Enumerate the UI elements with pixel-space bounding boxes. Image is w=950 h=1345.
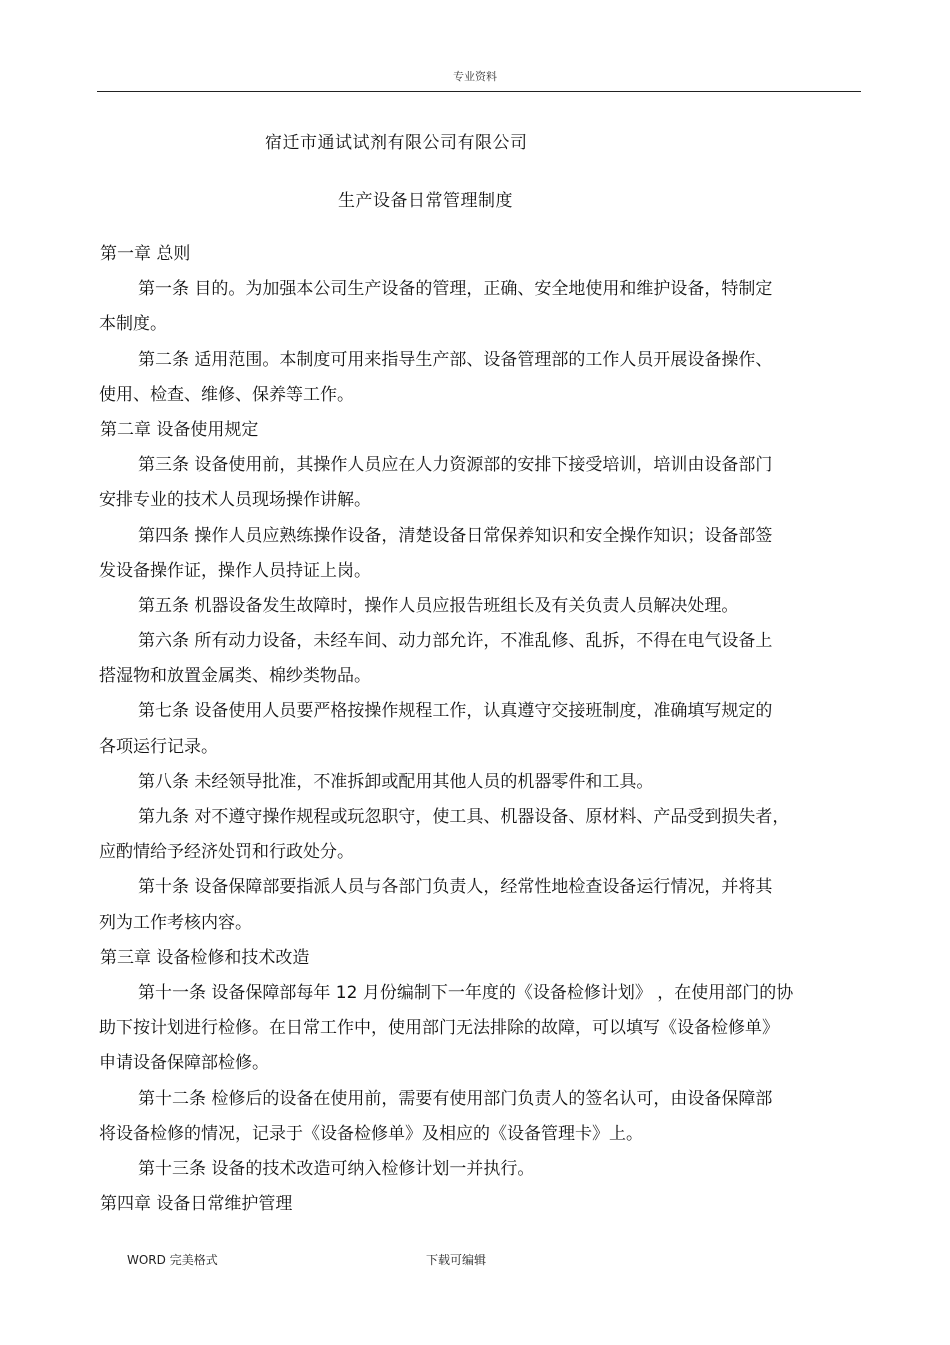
article-line: 第二条 适用范围。本制度可用来指导生产部、设备管理部的工作人员开展设备操作、	[138, 349, 773, 370]
header-divider	[97, 91, 861, 92]
chapter-heading: 第四章 设备日常维护管理	[100, 1194, 293, 1215]
chapter-heading: 第一章 总则	[100, 244, 191, 264]
document-body	[100, 237, 860, 1222]
article-continuation: 搭湿物和放置金属类、棉纱类物品。	[99, 666, 371, 687]
document-title: 生产设备日常管理制度	[338, 191, 513, 211]
company-name: 宿迁市通试试剂有限公司有限公司	[265, 133, 528, 153]
article-continuation: 列为工作考核内容。	[99, 912, 252, 933]
page-header: 专业资料	[453, 70, 497, 83]
article-line: 第六条 所有动力设备，未经车间、动力部允许，不准乱修、乱拆，不得在电气设备上	[138, 631, 773, 652]
footer-download-note: 下载可编辑	[426, 1253, 487, 1267]
article-line: 第三条 设备使用前，其操作人员应在人力资源部的安排下接受培训，培训由设备部门	[138, 455, 773, 476]
article-line: 第四条 操作人员应熟练操作设备，清楚设备日常保养知识和安全操作知识；设备部签	[138, 525, 773, 546]
article-continuation: 应酌情给予经济处罚和行政处分。	[99, 842, 354, 863]
article-line: 第十三条 设备的技术改造可纳入检修计划一并执行。	[138, 1158, 535, 1179]
article-continuation: 各项运行记录。	[99, 736, 218, 757]
chapter-heading: 第三章 设备检修和技术改造	[100, 947, 310, 968]
article-continuation: 将设备检修的情况，记录于《设备检修单》及相应的《设备管理卡》上。	[99, 1123, 643, 1144]
article-line: 第九条 对不遵守操作规程或玩忽职守，使工具、机器设备、原材料、产品受到损失者，	[138, 807, 790, 827]
article-continuation: 本制度。	[99, 314, 167, 335]
footer-format-note: WORD 完美格式	[127, 1253, 218, 1267]
article-continuation: 使用、检查、维修、保养等工作。	[99, 384, 354, 405]
article-line: 第十条 设备保障部要指派人员与各部门负责人，经常性地检查设备运行情况，并将其	[138, 877, 773, 898]
chapter-heading: 第二章 设备使用规定	[100, 419, 259, 440]
article-line: 第八条 未经领导批准，不准拆卸或配用其他人员的机器零件和工具。	[138, 771, 654, 792]
article-line: 第十一条 设备保障部每年 12 月份编制下一年度的《设备检修计划》 ，在使用部门的协	[138, 982, 794, 1003]
article-continuation: 发设备操作证，操作人员持证上岗。	[99, 560, 371, 581]
article-continuation: 申请设备保障部检修。	[99, 1053, 269, 1074]
article-line: 第十二条 检修后的设备在使用前，需要有使用部门负责人的签名认可，由设备保障部	[138, 1088, 773, 1109]
article-continuation: 助下按计划进行检修。在日常工作中，使用部门无法排除的故障，可以填写《设备检修单》	[99, 1018, 779, 1039]
article-line: 第五条 机器设备发生故障时，操作人员应报告班组长及有关负责人员解决处理。	[138, 595, 739, 616]
article-line: 第一条 目的。为加强本公司生产设备的管理，正确、安全地使用和维护设备，特制定	[138, 279, 773, 300]
article-continuation: 安排专业的技术人员现场操作讲解。	[99, 490, 371, 511]
article-line: 第七条 设备使用人员要严格按操作规程工作，认真遵守交接班制度，准确填写规定的	[138, 701, 773, 722]
